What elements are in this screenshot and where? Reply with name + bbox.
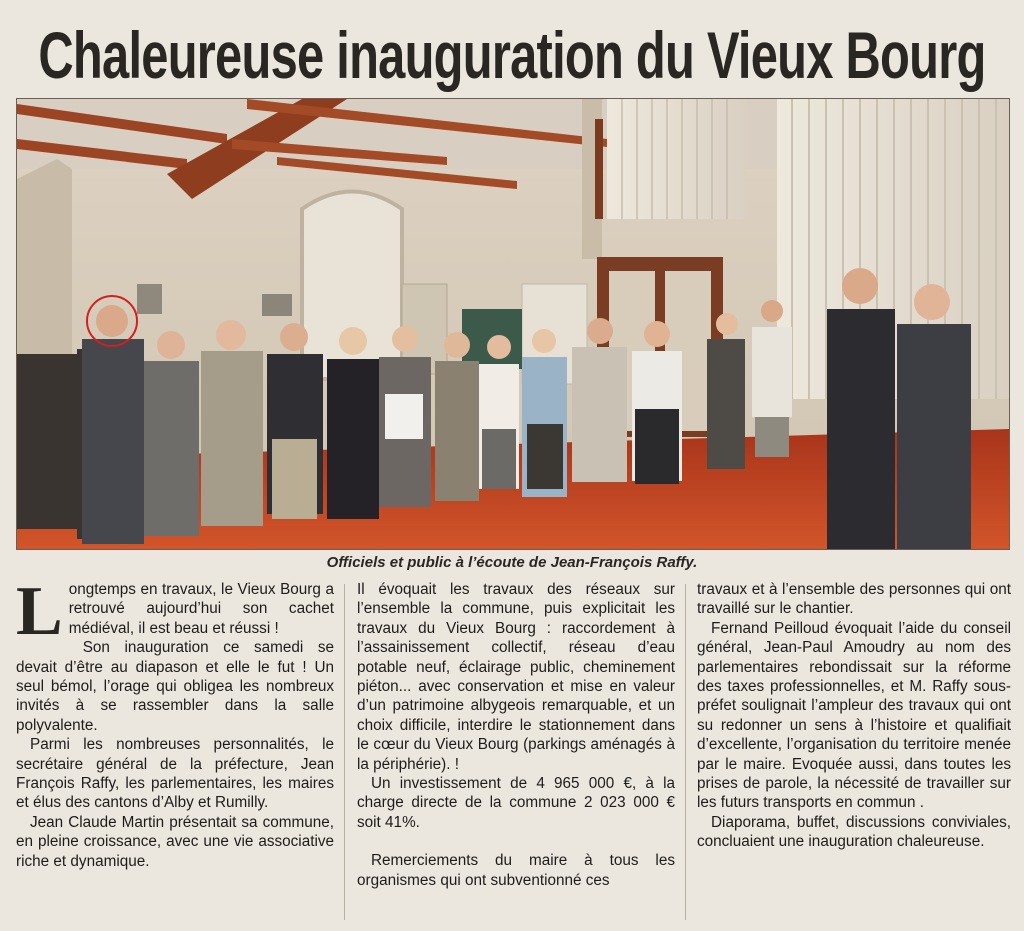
paragraph: travaux et à l’ensemble des personnes qui ont travaillé sur le chantier. xyxy=(697,581,1011,618)
drop-cap: L xyxy=(16,580,63,650)
paragraph: Remerciements du maire à tous les organismes qui ont subventionné ces xyxy=(357,852,675,889)
wall-frame xyxy=(262,294,292,316)
article-photo xyxy=(16,98,1010,550)
text-column-1 xyxy=(16,580,334,925)
photo-caption: Officiels et public à l’écoute de Jean-François Raffy. xyxy=(326,554,698,571)
paragraph: Diaporama, buffet, discussions conviviales, concluaient une inauguration chaleureuse. xyxy=(697,813,1011,851)
text-column-3 xyxy=(697,580,1011,925)
column-divider xyxy=(685,584,686,920)
photo-illustration xyxy=(17,99,1009,549)
paragraph: Fernand Peilloud évoquait l’aide du conseil général, Jean-Paul Amoudry au nom des parlementaires rebondissait sur la réforme des taxes professionnelles, et M. Raffy sous-préfet soulignait l’ampleur des travaux qui ont su redonner un sens à l’histoire et qualifiait d’excellente, l’organisation du territoire menée par le maire. Evoquée aussi, dans toutes les prises de parole, la nécessité de travailler sur les futurs transports en commun . xyxy=(697,619,1011,812)
upper-window xyxy=(607,99,747,219)
left-arch xyxy=(17,159,72,369)
headline xyxy=(14,12,1010,98)
paragraph: Parmi les nombreuses personnalités, le secrétaire général de la préfecture, Jean François Raffy, les parlementaires, les maires et élus des cantons d’Alby et Rumilly. xyxy=(16,736,334,812)
paragraph: Longtemps en travaux, le Vieux Bourg a retrouvé aujourd’hui son cachet médiéval, il est beau et réussi ! xyxy=(16,580,334,650)
paragraph: Un investissement de 4 965 000 €, à la charge directe de la commune 2 023 000 € soit 41%. xyxy=(357,775,675,831)
paragraph: Jean Claude Martin présentait sa commune, en pleine croissance, avec une vie associative riche et dynamique. xyxy=(16,813,334,870)
paragraph: Son inauguration ce samedi se devait d’être au diapason et elle le fut ! Un seul bémol, l’orage qui obligea les nombreux invités à se rassembler dans la salle polyvalente. xyxy=(16,639,334,734)
paragraph: Il évoquait les travaux des réseaux sur l’ensemble la commune, puis explicitait les travaux du Vieux Bourg : raccordement à l’assainissement collectif, réseau d’eau potable neuf, éclairage public, cheminement piéton... avec conservation et mise en valeur d’un patrimoine albygeois remarquable, et un choix difficile, interdire le stationnement dans le cœur du Vieux Bourg (parkings aménagés à la périphérie). ! xyxy=(357,581,675,773)
column-divider xyxy=(344,584,345,920)
headline-text: Chaleureuse inauguration du Vieux Bourg xyxy=(38,18,986,92)
text-column-2 xyxy=(357,580,675,925)
